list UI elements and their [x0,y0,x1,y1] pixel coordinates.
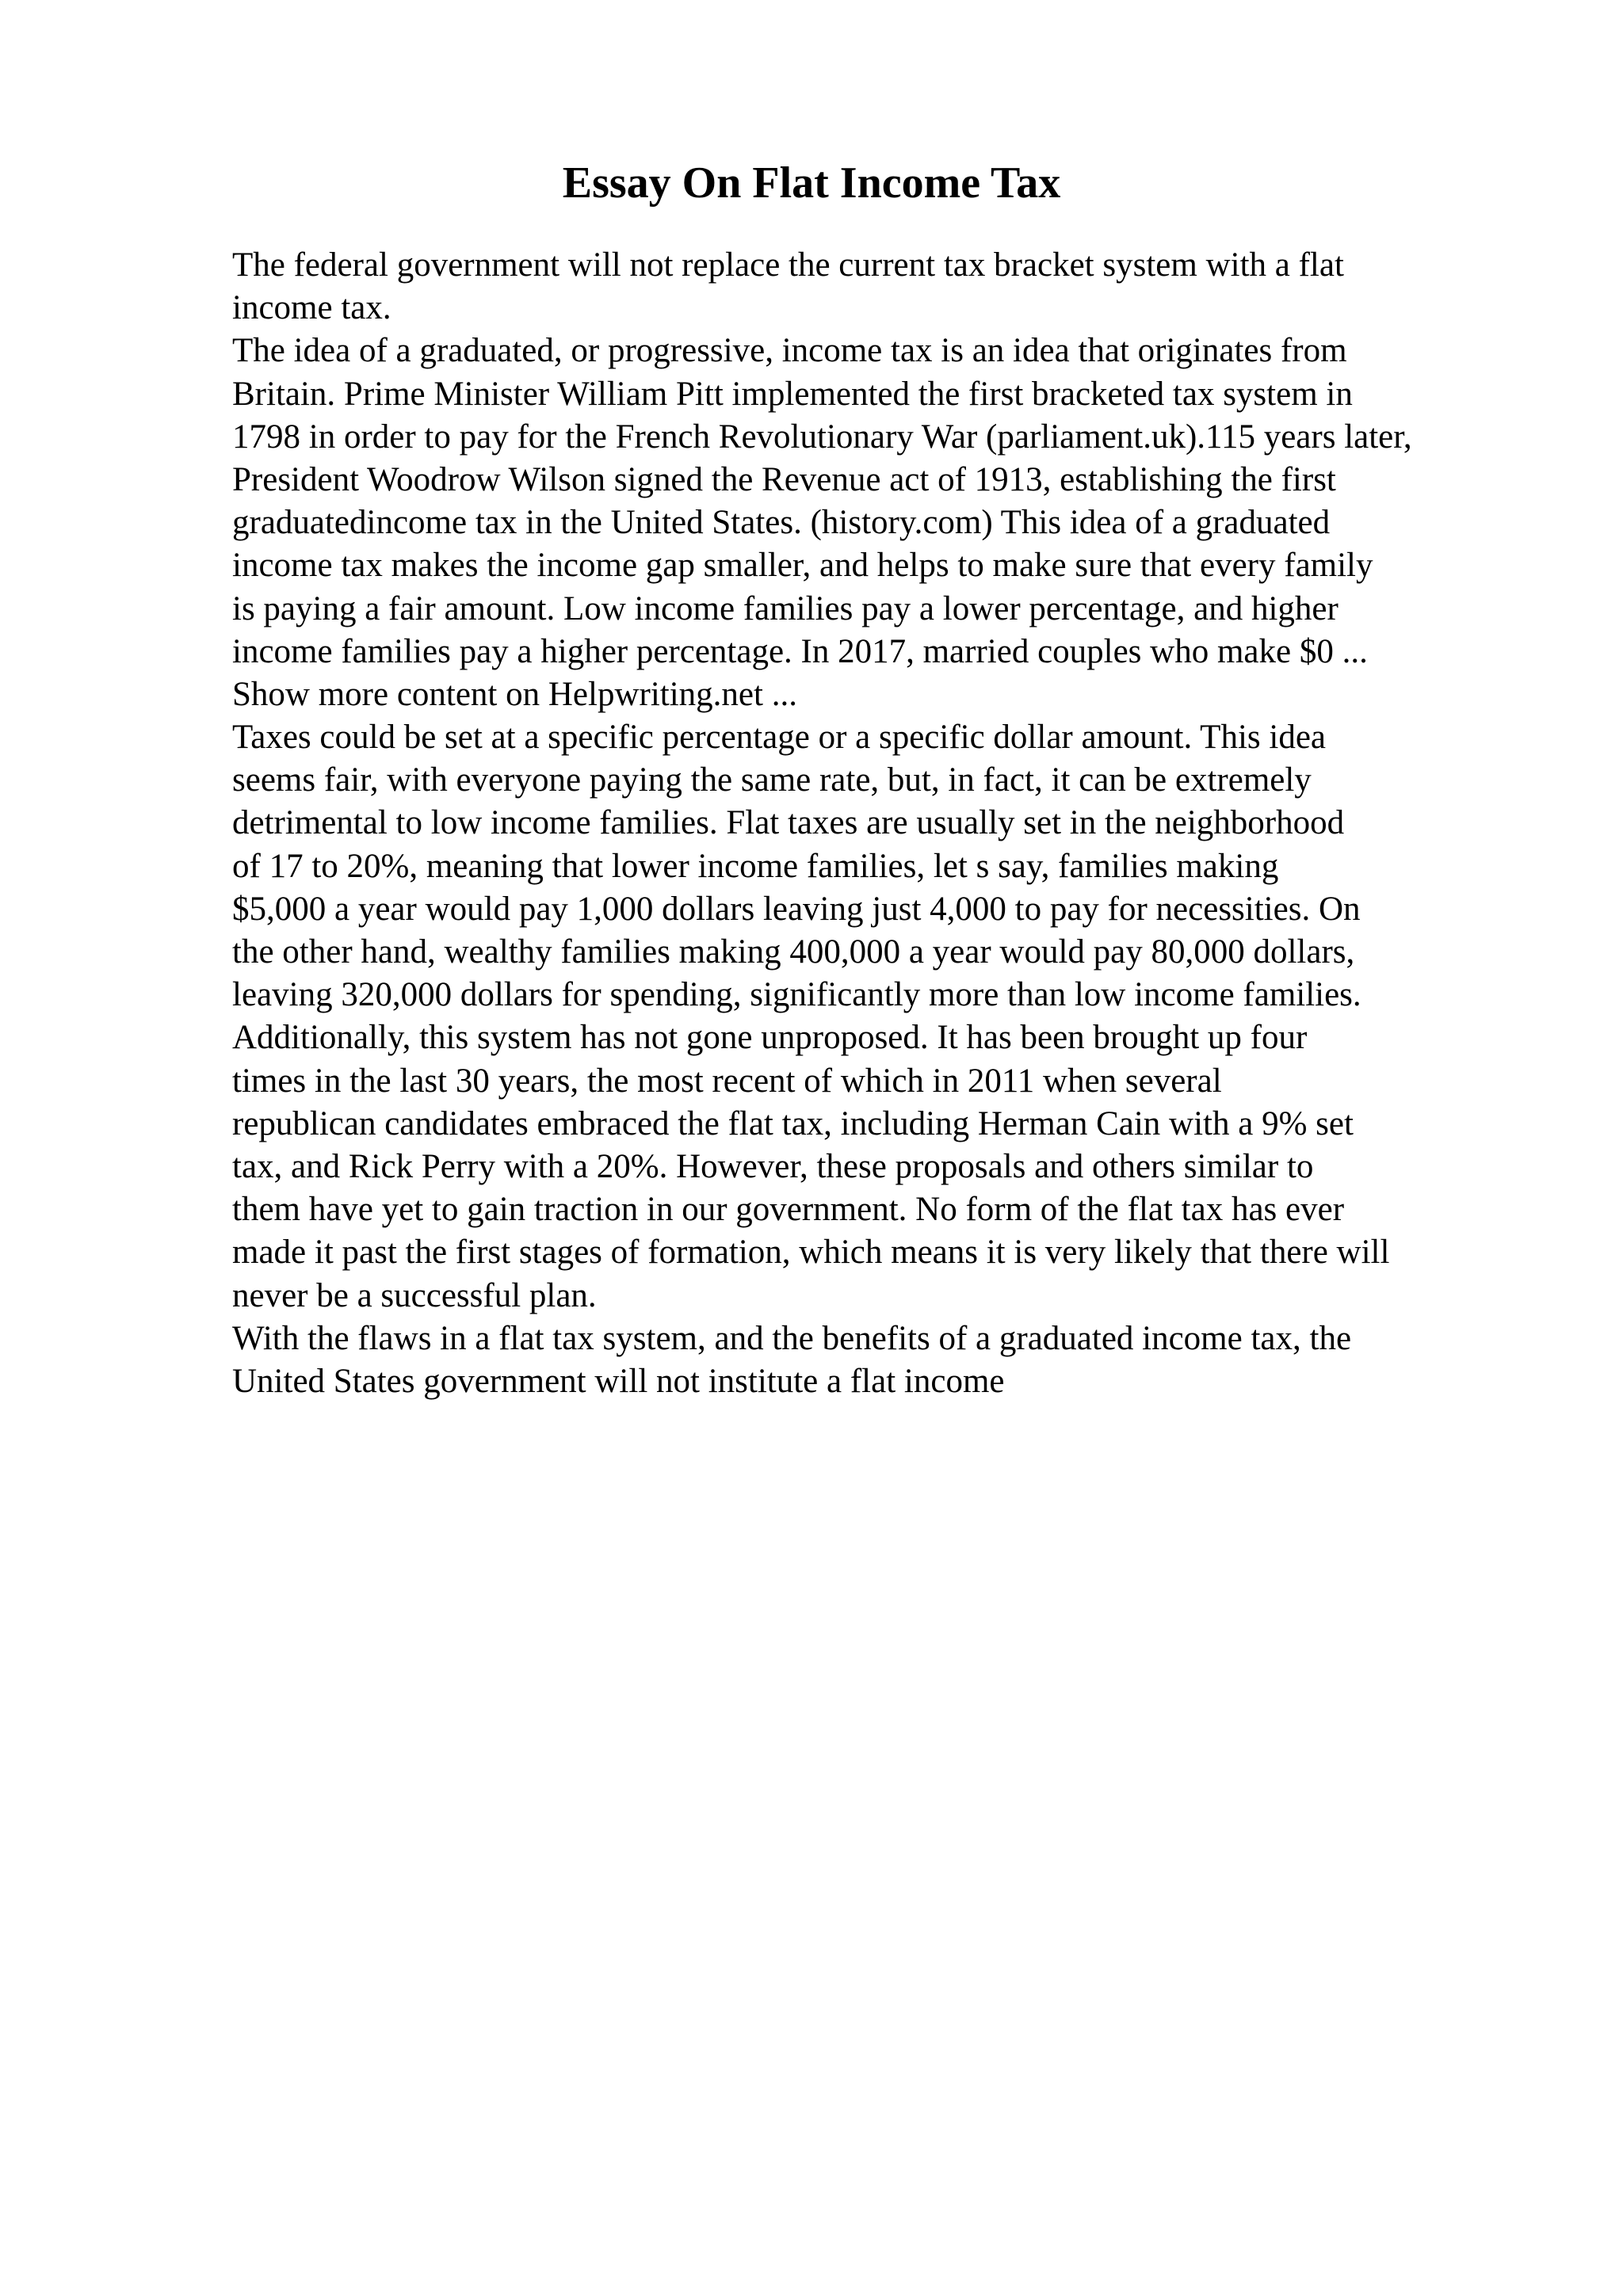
body-line: Britain. Prime Minister William Pitt implemented the first bracketed tax system in [232,375,1353,413]
body-line: is paying a fair amount. Low income families pay a lower percentage, and higher [232,589,1338,627]
document-title: Essay On Flat Income Tax [562,158,1061,208]
body-line: United States government will not institute a flat income [232,1362,1005,1400]
body-line: made it past the first stages of formation, which means it is very likely that there will [232,1234,1390,1272]
body-line: President Woodrow Wilson signed the Revenue act of 1913, establishing the first [232,460,1336,498]
body-line: Taxes could be set at a specific percentage or a specific dollar amount. This idea [232,719,1326,757]
body-line: them have yet to gain traction in our government. No form of the flat tax has ever [232,1191,1345,1229]
body-line: seems fair, with everyone paying the same rate, but, in fact, it can be extremely [232,761,1312,799]
body-line: never be a successful plan. [232,1276,597,1314]
body-line: With the flaws in a flat tax system, and the benefits of a graduated income tax, the [232,1319,1352,1357]
body-line: times in the last 30 years, the most recent of which in 2011 when several [232,1062,1222,1100]
body-line: republican candidates embraced the flat tax, including Herman Cain with a 9% set [232,1104,1354,1142]
body-line: tax, and Rick Perry with a 20%. However, these proposals and others similar to [232,1147,1314,1185]
body-line: detrimental to low income families. Flat taxes are usually set in the neighborhood [232,804,1345,842]
body-line: leaving 320,000 dollars for spending, significantly more than low income families. [232,976,1361,1014]
body-line: the other hand, wealthy families making 400,000 a year would pay 80,000 dollars, [232,933,1355,971]
body-line: income families pay a higher percentage. In 2017, married couples who make $0 ... [232,632,1368,670]
body-line: The idea of a graduated, or progressive, income tax is an idea that originates from [232,332,1347,370]
body-line: $5,000 a year would pay 1,000 dollars leaving just 4,000 to pay for necessities. On [232,890,1361,928]
body-line: graduatedincome tax in the United States. (history.com) This idea of a graduated [232,504,1331,542]
document-body [232,244,1548,1403]
body-line: income tax. [232,289,391,327]
body-line: Additionally, this system has not gone unproposed. It has been brought up four [232,1019,1308,1057]
body-line: income tax makes the income gap smaller, and helps to make sure that every family [232,547,1373,585]
body-line: of 17 to 20%, meaning that lower income families, let s say, families making [232,847,1279,885]
body-line: The federal government will not replace the current tax bracket system with a flat [232,246,1344,284]
show-more-link[interactable]: Show more content on Helpwriting.net ... [232,675,797,713]
body-line: 1798 in order to pay for the French Revolutionary War (parliament.uk).115 years later, [232,418,1412,456]
